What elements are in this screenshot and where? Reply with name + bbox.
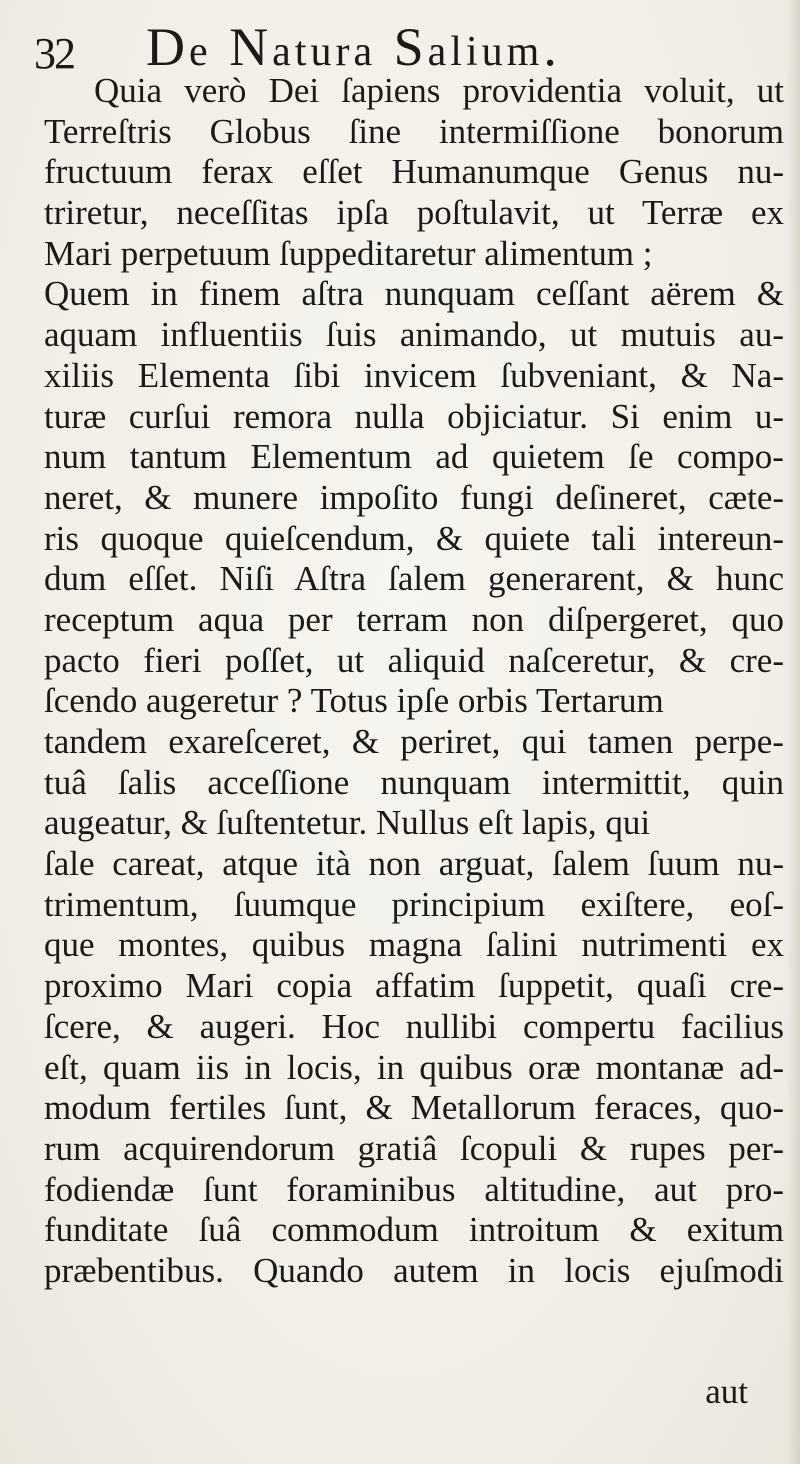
body-text — [44, 71, 784, 1292]
text-line: augeatur, & ſuſtentetur. Nullus eſt lapis, qui — [44, 803, 651, 843]
text-line: ſale careat, atque ità non arguat, ſalem ſuum nu- — [44, 844, 784, 884]
title-part: N — [211, 17, 273, 77]
text-line: trimentum, ſuumque principium exiſtere, eoſ- — [44, 884, 785, 924]
text-line: fodiendæ ſunt foraminibus altitudine, aut pro- — [44, 1169, 785, 1209]
title-part: . — [543, 17, 561, 77]
title-part: S — [376, 17, 428, 77]
text-line: tuâ ſalis acceſſione nunquam intermittit, quin — [44, 762, 784, 802]
text-line: aquam influentiis ſuis animando, ut mutuis au- — [44, 315, 784, 355]
title-part: D — [146, 17, 189, 77]
text-line: dum eſſet. Niſi Aſtra ſalem generarent, & hunc — [44, 559, 784, 599]
text-line: triretur, neceſſitas ipſa poſtulavit, ut Terræ ex — [44, 193, 784, 233]
page-edge-shadow — [786, 0, 800, 1464]
text-line: præbentibus. Quando autem in locis ejuſmodi — [44, 1250, 784, 1290]
title-part: alium — [427, 29, 544, 75]
text-line: Mari perpetuum ſuppeditaretur alimentum ; — [44, 233, 653, 273]
text-line: rum acquirendorum gratiâ ſcopuli & rupes per- — [44, 1128, 785, 1168]
text-line: pacto fieri poſſet, ut aliquid naſceretur, & cre- — [44, 640, 784, 680]
text-line: ſcendo augeretur ? Totus ipſe orbis Tertarum — [44, 681, 664, 721]
page-number: 32 — [34, 29, 74, 78]
text-line: Quia verò Dei ſapiens providentia voluit, ut — [94, 71, 784, 110]
text-line: ris quoque quieſcendum, & quiete tali intereun- — [44, 518, 784, 558]
text-line: neret, & munere impoſito fungi deſineret, cæte- — [44, 477, 785, 517]
text-line: Quem in finem aſtra nunquam ceſſant aërem & — [44, 274, 785, 314]
text-line: ſcere, & augeri. Hoc nullibi compertu facilius — [44, 1006, 784, 1046]
text-line: eſt, quam iis in locis, in quibus oræ montanæ ad- — [44, 1047, 784, 1087]
text-line: receptum aqua per terram non diſpergeret, quo — [44, 599, 784, 639]
text-line: funditate ſuâ commodum introitum & exitum — [44, 1210, 784, 1250]
text-line: num tantum Elementum ad quietem ſe compo- — [44, 437, 784, 477]
text-line: proximo Mari copia affatim ſuppetit, quaſi cre- — [44, 966, 784, 1006]
text-line: que montes, quibus magna ſalini nutrimenti ex — [44, 925, 785, 965]
text-line: tandem exareſceret, & periret, qui tamen perpe- — [44, 722, 784, 761]
title-part: atura — [272, 29, 377, 75]
text-line: modum fertiles ſunt, & Metallorum feraces, quo- — [44, 1088, 785, 1128]
title-part: e — [189, 29, 212, 75]
text-line: fructuum ferax eſſet Humanumque Genus nu- — [44, 152, 784, 192]
text-line: Terreſtris Globus ſine intermiſſione bonorum — [44, 111, 784, 151]
catchword: aut — [705, 1372, 748, 1411]
text-line: xiliis Elementa ſibi invicem ſubveniant, & Na- — [44, 355, 784, 395]
text-line: turæ curſui remora nulla objiciatur. Si enim u- — [44, 396, 784, 436]
